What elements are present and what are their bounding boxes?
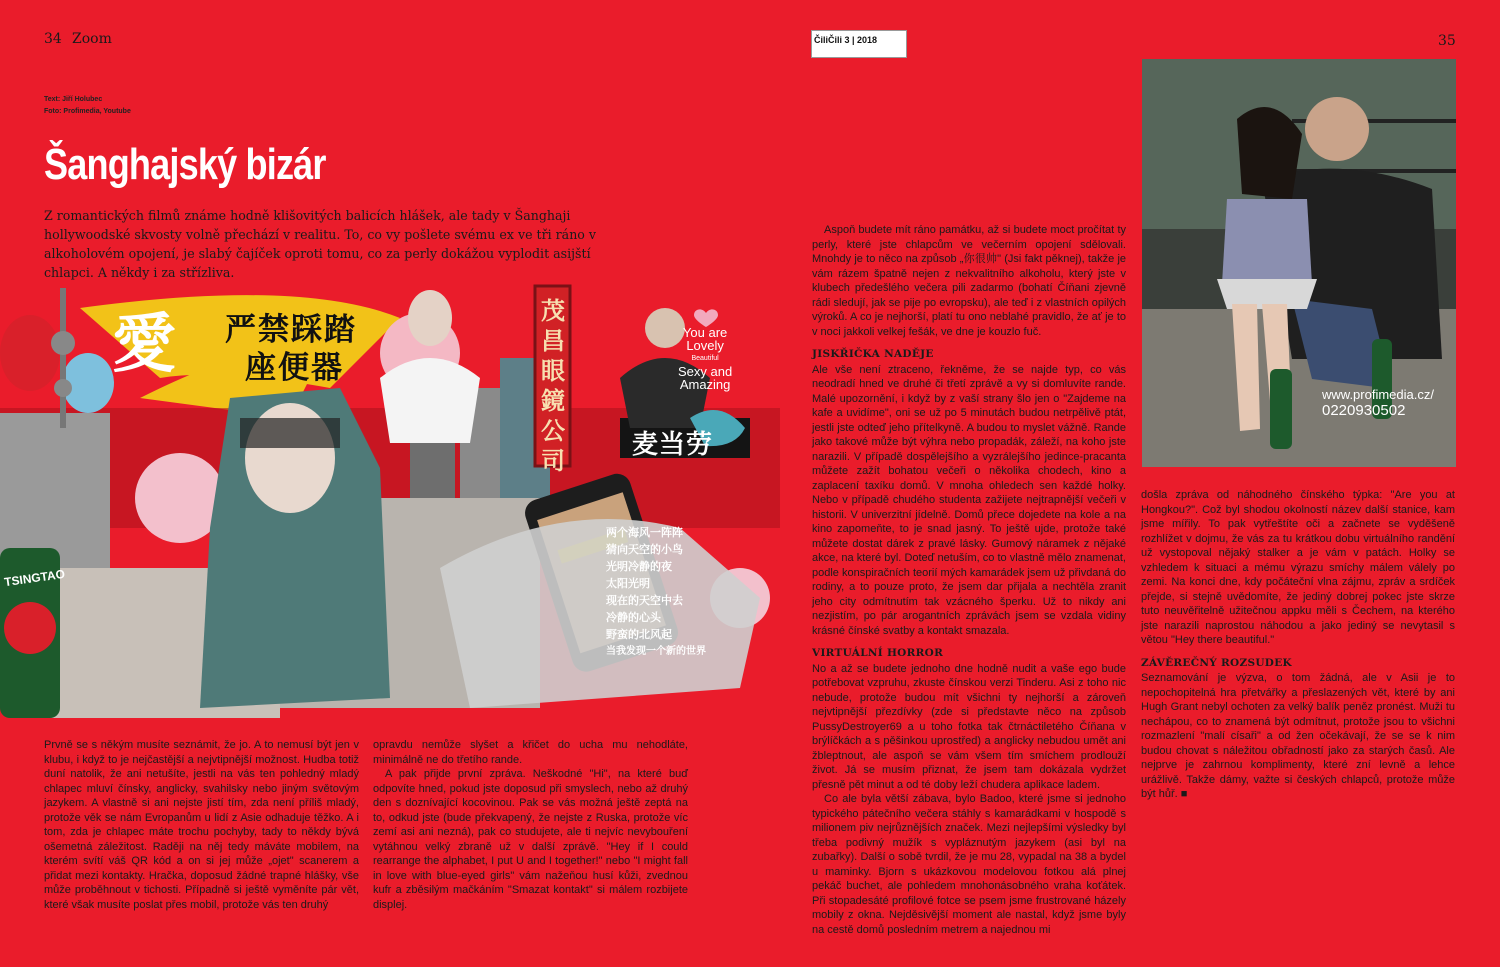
poem-line: 两个海风一阵阵 xyxy=(606,526,683,539)
column-2 xyxy=(373,738,688,912)
paragraph-text: Seznamování je výzva, o tom žádná, ale v Asii je to nepochopitelná hra přetvářky a přeslazených vět, které by ani Hugh Grant nebyl ochoten za velký balík peněz pronést. Muži tu nechápou, co to znamená být odmítnut, protože jsou to všichni rozmazlení "malí císaři" a od žen očekávají, že se se k nim budou chovat s náležitou obřadností jako za starých časů. Ale nejprve je zahrnou komplimenty, které zní levně a lehce urážlivě. Takže dámy, važte si českých chlapců, protože může být hůř. xyxy=(1141,672,1455,800)
sign-ai: 愛 xyxy=(112,308,176,382)
lovely-line4: Sexy and xyxy=(678,364,733,379)
paragraph: No a až se budete jednoho dne hodně nudit a vaše ego bude potřebovat vzpruhu, zkuste čínskou verzi Tinderu. Asi z toho nic nebude, protože budou mít všichni ty nejhorší a zároveň nejvtipnější přezdívky (zde si představte něco na způsob PussyDestroyer69 a u toho fotka tak čtrnáctiletého Číňana v brýlíčkách a s pěšinkou uprostřed) a anglicky nebudou umět ani žbleptnout, ale aspoň se vám všem tím smíchem prodlouží život. Já se musím přiznat, že jsem tam dokázala vydržet přesně pět minut a od té doby leží chudera aplikace ladem. xyxy=(812,662,1126,791)
poem-line: 当我发现一个新的世界 xyxy=(606,646,706,657)
paragraph: Prvně se s někým musíte seznámit, že jo. A to nemusí být jen v klubu, i když to je nejčastější a nejvtipnější možnost. Hudba totiž duní natolik, že ani netušíte, jestli na vás ten pohledný mladý chlapec mluví čínsky, anglicky, svahilsky nebo jiným světovým jazykem. A vlastně si ani nejste jistí tím, zda není příliš mladý, protože věk se nám Evropanům u lidí z Asie odhaduje těžko. A i tom, zda je chlapec máte trochu pochyby, tady to někdy bývá ošemetná záležitost. Raději na něj tedy máváte mobilem, na kterém svítí váš QR kód a on si jej může „ojet" scanerem a přidat mezi kontakty. Hračka, doposud žádné trapné hlášky, vše může proběhnout v tichosti. Případně si ještě vyměníte pár vět, které však musíte poslat přes mobil, protože vás ten druhý xyxy=(44,739,359,911)
credit-text: Text: Jiří Holubec xyxy=(44,96,103,103)
paragraph: došla zpráva od náhodného čínského týpka: "Are you at Hongkou?". Což byl shodou okolností název další stanice, kam jsme mířily. To pak vytřeštíte oči a začnete se vyděšeně rozhlížet v dojmu, že vás za tu krátkou dobu virtuálního randění už vystopoval nějaký stalker a je vám v patách. Holky se vzhledem k situaci a mému výrazu smíchy málem válely po zemi. Na konci dne, kdy počáteční vlna zájmu, zpráv a srdíček přejde, si stejně uvědomíte, že jediný dobrej pokec jste skrze tuto neuvěřitelně užitečnou appku měli s Čechem, na kterého jste narazili naprostou náhodou a jako jediný se nevytasil s větou "Hey there beautiful." xyxy=(1141,489,1455,646)
paragraph: opravdu nemůže slyšet a křičet do ucha mu nehodláte, minimálně ne do třetího rande. xyxy=(373,739,688,766)
lead-paragraph: Z romantických filmů známe hodně klišovitých balicích hlášek, ale tady v Šanghaji hollywoodské skvosty volně přechází v realitu. To, co vy pošlete svému ex ve tři ráno v alkoholovém opojení, je slabý čajíček oproti tomu, co za perly dokážou vyplodit asijští chlapci. A někdy i za střízliva. xyxy=(44,208,597,280)
poem-line: 光明冷静的夜 xyxy=(606,560,672,573)
tsingtao-label: TSINGTAO xyxy=(3,566,66,590)
sign-toilet-line1: 严禁踩踏 xyxy=(225,312,357,348)
sign-shop: 茂昌眼鏡公司 xyxy=(541,297,565,475)
section-label: Zoom xyxy=(72,31,112,47)
sign-mcdonalds: 麦当劳 xyxy=(632,430,714,460)
lovely-line1: You are xyxy=(682,325,728,340)
masthead-text: ČiliČili 3 | 2018 xyxy=(814,35,878,45)
column-4 xyxy=(1141,488,1455,802)
subheading-zaverecny-rozsudek: ZÁVĚREČNÝ ROZSUDEK xyxy=(1141,656,1292,669)
paragraph: Co ale byla větší zábava, bylo Badoo, které jsme si jednoho typického pátečního večera stáhly s kamarádkami v hospodě s milionem piv nejrůznějších značek. Mezi nejlepšími výsledky byl třeba podivný mužík s vypláznutým jazykem (asi byl na zubařky). Další o sobě tvrdil, že je mu 28, vypadal na 38 a bydel u maminky. Bjorn s ukázkovou modelovou fotkou alá plnej pekáč buchet, ale pohledem mnohonásobného vraha koťátek. Při stopadesáté profilové fotce se psem jsme frustrované házely mobily z okna. Nejděsivější moment ale nastal, když jsme byly na cestě domů posledním metrem a najednou mi xyxy=(812,793,1126,936)
end-mark: ■ xyxy=(1180,788,1188,800)
credits xyxy=(44,94,131,118)
paragraph: Aspoň budete mít ráno památku, až si budete moct pročítat ty perly, které jste chlapcům ve večerním opojení sdělovali. Mnohdy je to něco na způsob „你很帅" (Jsi fakt pěknej), takže je vám rázem špatně nejen z nekvalitního alkoholu, který jste v klubech předešlého večera pili zadarmo (bohatí Číňani zjevně rádi sledují, jak se pije po evropsku), ale teď i z vlastních opilých výroků. A co je nejhorší, platí tu ono neblahé pravidlo, že ať je to v noci jakkoli velkej fešák, ve dne je kouzlo fuč. xyxy=(812,224,1126,338)
poem-line: 冷静的心头 xyxy=(606,611,661,624)
credit-photo: Foto: Profimedia, Youtube xyxy=(44,108,131,115)
lovely-line5: Amazing xyxy=(679,377,731,392)
sign-toilet-line2: 座便器 xyxy=(245,350,344,386)
page-number-right: 35 xyxy=(1438,33,1456,49)
column-1 xyxy=(44,738,359,912)
paragraph xyxy=(1141,671,1455,802)
subheading-jiskricka: JISKŘIČKA NADĚJE xyxy=(812,348,934,360)
lovely-line2: Lovely xyxy=(686,338,724,353)
watermark-id: 0220930502 xyxy=(1322,402,1406,419)
couple-photo xyxy=(1142,59,1456,467)
photo-watermark xyxy=(1322,387,1434,419)
watermark-url: www.profimedia.cz/ xyxy=(1322,387,1434,402)
masthead-box xyxy=(811,30,907,58)
paragraph: Ale vše není ztraceno, řekněme, že se najde typ, co vás neodradí hned ve druhé či třetí zprávě a vy si domluvíte rande. Malé upozornění, i když by z vaší strany šlo jen o "Zajdeme na kafe a uvidíme", oni se už po 5 minutách budou netrpělivě ptát, jestli jste odteď jeho přítelkyně. A budou to myslet vážně. Rande jako takové může být výhra nebo propadák, záleží, na koho jste narazili. V případě dospělejšího a vyzrálejšího jedince-pracanta můžete zažít bohatou večeři o několika chodech, kino a zaplacení taxíku domů. V mnoha ohledech sen každé holky. Nebo v případě chudého studenta zažijete nejtrapnější večeři v historii. V univerzitní jídelně. Domů přece dojedete na kole a na kino zapomeňte, to je snad jasný. To ještě ujde, protože také můžete dostat dárek z pravé lásky. Gumový náramek z nějaké akce, na které byl. Doteď netuším, co to vlastně mělo znamenat, podle konspiračních teorií mých kamarádek jsem už přivdaná do rodiny, a to pouze proto, že jsem dar přijala a nechtěla zranit jeho city odmítnutím tak vzácného šperku. Už to nikdy ani nezjistím, po pár arogantních zprávách jsem se vzdala vidiny krásné čínské svatby a kontakt smazala. xyxy=(812,363,1126,637)
poem-line: 野蛮的北风起 xyxy=(606,628,672,641)
lovely-text xyxy=(678,326,732,391)
subheading-virtualni-horror: VIRTUÁLNÍ HORROR xyxy=(812,647,944,659)
poem xyxy=(606,524,706,660)
collage xyxy=(0,268,780,723)
poem-line: 现在的天空中去 xyxy=(606,594,683,607)
lovely-line3: Beautiful xyxy=(691,355,719,362)
column-3 xyxy=(812,223,1126,937)
poem-line: 太阳光明 xyxy=(606,577,650,590)
page-number-left: 34 xyxy=(44,31,62,47)
poem-line: 猜向天空的小鸟 xyxy=(606,543,683,556)
article-title: Šanghajský bizár xyxy=(44,140,326,189)
paragraph: A pak přijde první zpráva. Neškodné "Hi", na které buď odpovíte hned, pokud jste doposud při smyslech, nebo až druhý den s doznívající kocovinou. Pak se vás možná ještě zeptá na to, odkud jste (bude překvapený, že nejste z Ruska, protože víc zemí asi ani nezná), pak co studujete, ale ti nejvíc nevybouření vytáhnou velký zbraně už v další zprávě. "Hey if I could rearrange the alphabet, I put U and I together!" nebo "I might fall in love with blue-eyed girls" vám nažeňou husí kůži, zvednou kufr a zběsilým mačkáním "Smazat kontakt" si málem rozbijete displej. xyxy=(373,768,688,911)
